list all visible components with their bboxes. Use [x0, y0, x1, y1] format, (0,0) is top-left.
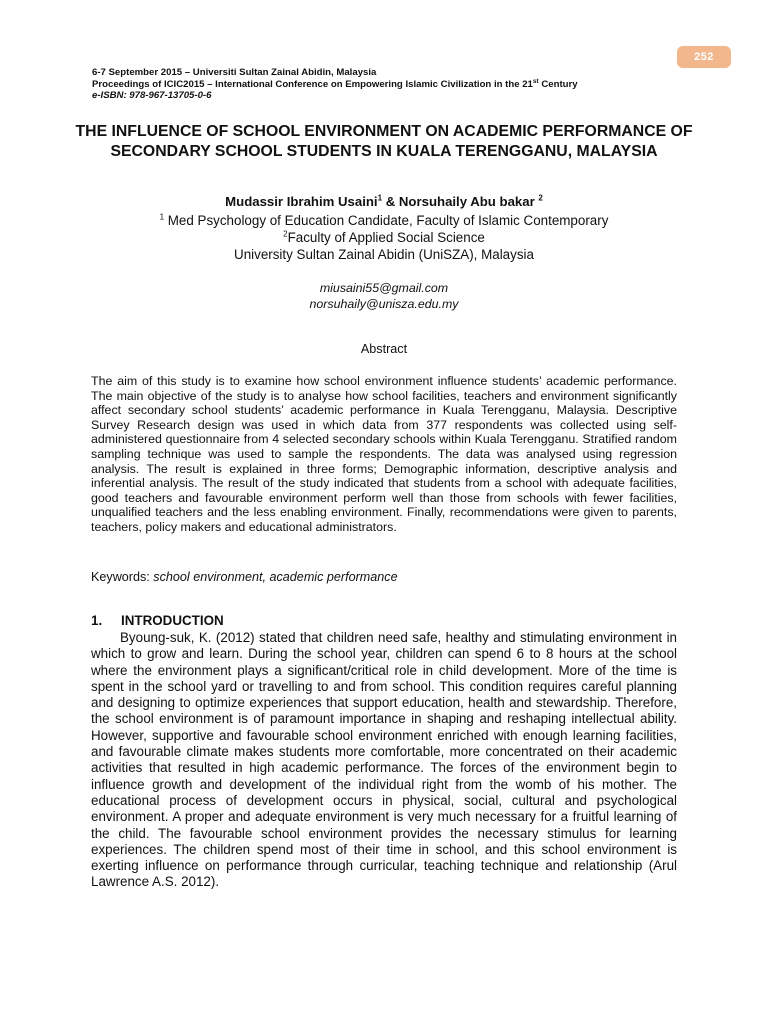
affiliations: [60, 212, 708, 263]
abstract-heading: Abstract: [360, 342, 408, 356]
affiliation-2-sup: 2: [283, 229, 288, 239]
author-2-sup: 2: [538, 193, 543, 203]
author-emails: [60, 280, 708, 312]
affiliation-3: University Sultan Zainal Abidin (UniSZA), Malaysia: [234, 247, 534, 262]
email-2[interactable]: norsuhaily@unisza.edu.my: [309, 297, 459, 311]
author-1-sup: 1: [377, 193, 383, 203]
keywords: [91, 570, 677, 584]
section-title: INTRODUCTION: [121, 613, 224, 628]
author-line: [60, 194, 708, 209]
affiliation-2-text: Faculty of Applied Social Science: [287, 230, 485, 245]
author-2: Norsuhaily Abu bakar: [398, 194, 539, 209]
keywords-values: school environment, academic performance: [153, 570, 398, 584]
keywords-label: Keywords:: [91, 570, 154, 584]
header-line-2-end: Century: [538, 78, 578, 90]
affiliation-1-text: Med Psychology of Education Candidate, Faculty of Islamic Contemporary: [164, 213, 609, 228]
header-line-2: [92, 79, 692, 91]
email-1[interactable]: miusaini55@gmail.com: [319, 281, 449, 295]
header-isbn: e-ISBN: 978-967-13705-0-6: [92, 90, 212, 101]
author-1: Mudassir Ibrahim Usaini: [225, 194, 378, 209]
section-number: 1.: [91, 613, 103, 628]
section-heading-introduction: [91, 613, 677, 628]
affiliation-1: [60, 212, 708, 229]
paper-title: THE INFLUENCE OF SCHOOL ENVIRONMENT ON ACADEMIC PERFORMANCE OF SECONDARY SCHOOL STUDENTS IN KUALA TERENGGANU, MALAYSIA: [75, 123, 693, 160]
header-line-2-sup: st: [532, 77, 539, 85]
page-number-badge: 252: [677, 46, 731, 68]
affiliation-1-sup: 1: [159, 212, 165, 222]
affiliation-2: [60, 229, 708, 246]
introduction-body: Byoung-suk, K. (2012) stated that children need safe, healthy and stimulating environment in which to grow and learn. During the school year, children can spend 6 to 8 hours at the school where the environment plays a significant/critical role in child development. More of the time is spent in the school yard or travelling to and from school. This condition requires careful planning and designing to optimize experiences that support education, health and stewardship. Therefore, the school environment is of paramount importance in shaping and reshaping intellectual ability. However, supportive and favourable school environment enriched with enough learning facilities, and favourable climate makes students more comfortable, more concentrated on their academic activities that resulted in high academic performance. The forces of the environment begin to influence growth and development of the individual right from the womb of his mother. The educational process of development occurs in physical, social, cultural and psychological environment. A proper and adequate environment is very much necessary for a fruitful learning of the child. The favourable school environment provides the necessary stimulus for learning experiences. The children spend most of their time in school, and this school environment is exerting influence on performance through curricular, teaching technique and relationship (Arul Lawrence A.S. 2012).: [91, 630, 677, 890]
header-line-1: 6-7 September 2015 – Universiti Sultan Zainal Abidin, Malaysia: [92, 67, 377, 78]
conference-header: [92, 67, 692, 102]
abstract-body: The aim of this study is to examine how school environment influence students’ academic performance. The main objective of the study is to analyse how school facilities, teachers and environment significantly affect secondary school students’ academic performance in Kuala Terengganu, Malaysia. Descriptive Survey Research design was used in which data from 377 respondents was collected using self-administered questionnaire from 4 selected secondary schools within Kuala Terengganu. Stratified random sampling technique was used to sample the respondents. The data was analysed using regression analysis. The result is explained in three forms; Demographic information, descriptive analysis and inferential analysis. The result of the study indicated that students from a school with adequate facilities, good teachers and favourable environment perform well than those from schools with fewer facilities, unqualified teachers and the less enabling environment. Finally, recommendations were given to parents, teachers, policy makers and educational administrators.: [91, 374, 677, 534]
header-line-2-text: Proceedings of ICIC2015 – International Conference on Empowering Islamic Civilization in the 21: [92, 78, 533, 90]
author-connector: &: [382, 194, 399, 209]
